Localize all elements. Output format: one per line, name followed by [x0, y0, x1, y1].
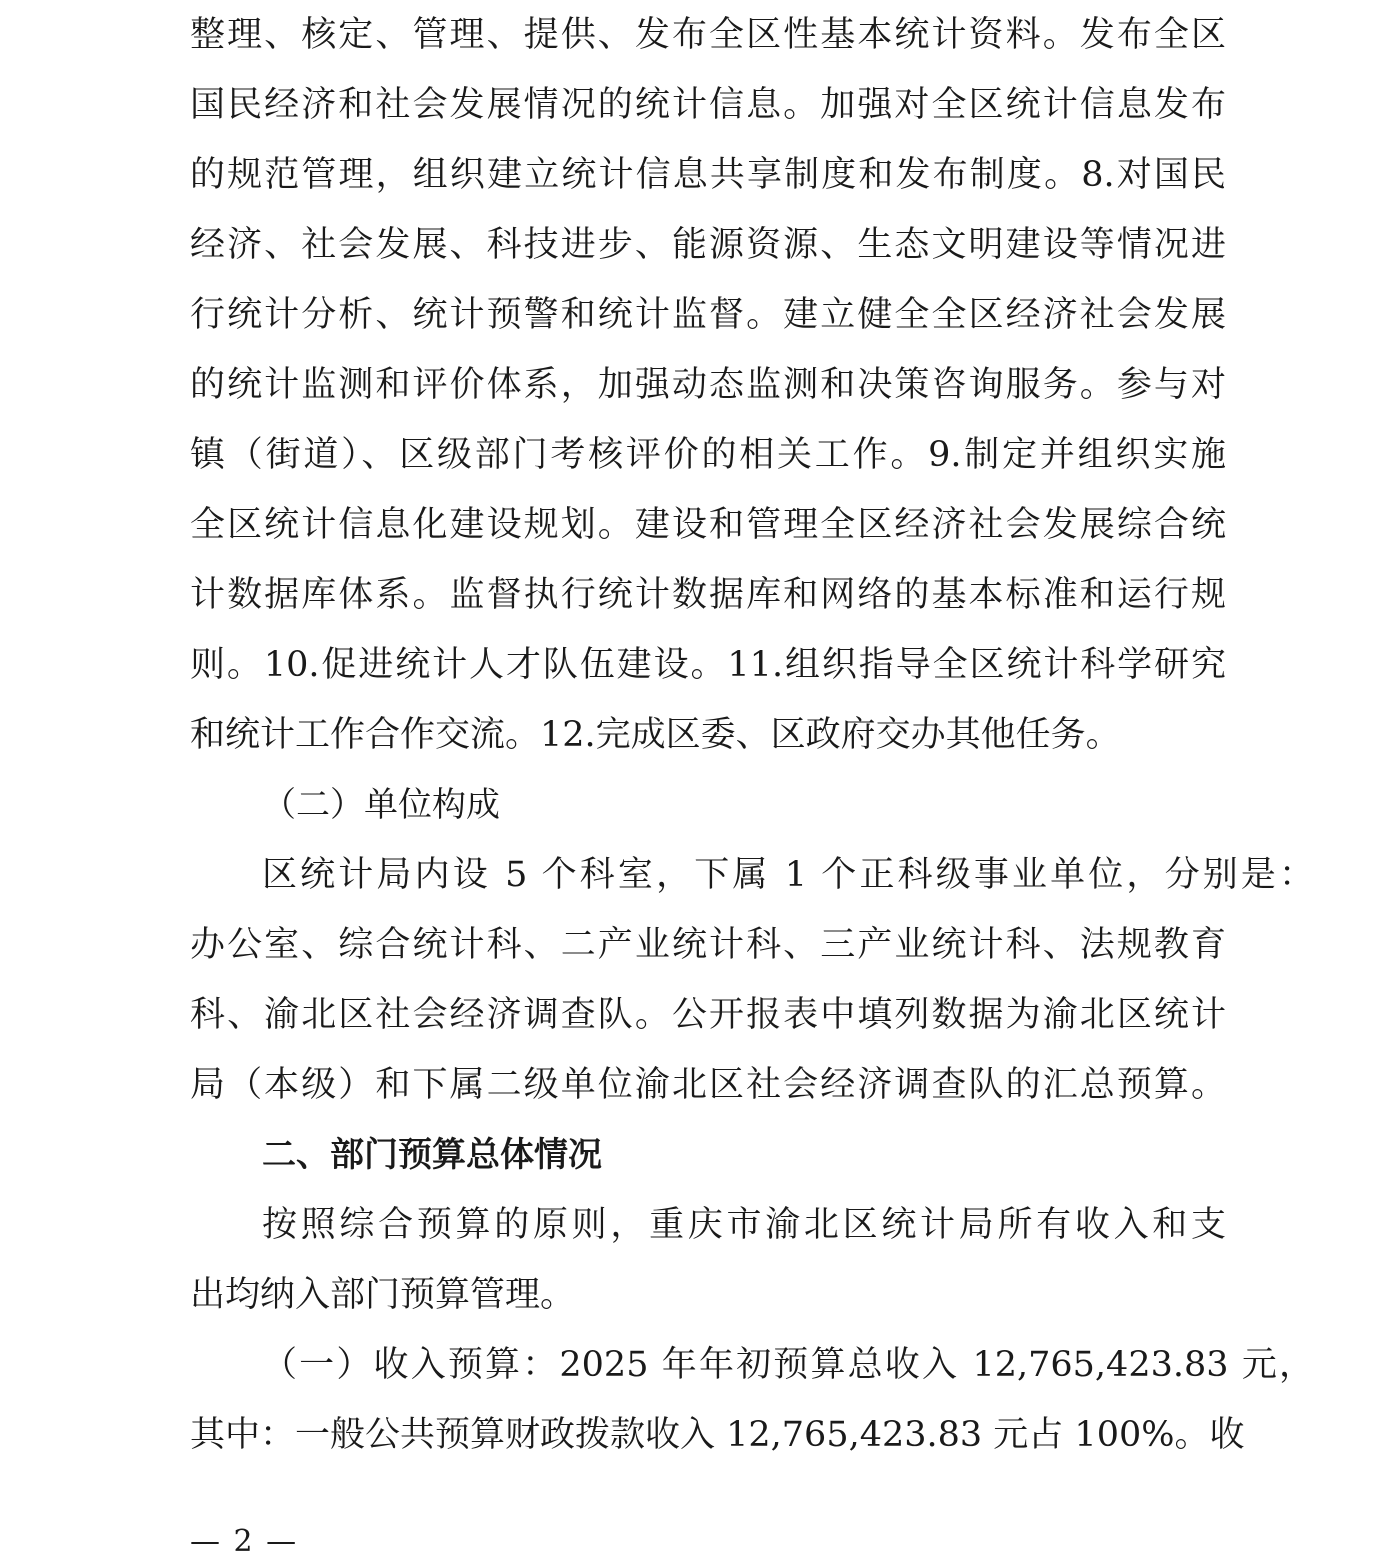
text-line: 和统计工作合作交流。12.完成区委、区政府交办其他任务。 — [190, 715, 1121, 755]
text-line: 经济、社会发展、科技进步、能源资源、生态文明建设等情况进 — [190, 225, 1226, 265]
text-line: 计数据库体系。监督执行统计数据库和网络的基本标准和运行规 — [190, 575, 1226, 615]
text-line: 镇（街道）、区级部门考核评价的相关工作。9.制定并组织实施 — [190, 435, 1226, 475]
text-line: 科、渝北区社会经济调查队。公开报表中填列数据为渝北区统计 — [190, 995, 1226, 1035]
text-line: （一）收入预算：2025 年年初预算总收入 12,765,423.83 元， — [262, 1345, 1314, 1385]
text-line: 局（本级）和下属二级单位渝北区社会经济调查队的汇总预算。 — [190, 1065, 1226, 1105]
text-line: 国民经济和社会发展情况的统计信息。加强对全区统计信息发布 — [190, 85, 1226, 125]
text-line: 则。10.促进统计人才队伍建设。11.组织指导全区统计科学研究 — [190, 645, 1226, 685]
text-line: 其中：一般公共预算财政拨款收入 12,765,423.83 元占 100%。收 — [190, 1415, 1245, 1455]
section-subheading: （二）单位构成 — [262, 785, 500, 825]
text-line: 区统计局内设 5 个科室，下属 1 个正科级事业单位，分别是： — [262, 855, 1314, 895]
body-text — [190, 0, 1314, 1470]
text-line: 办公室、综合统计科、二产业统计科、三产业统计科、法规教育 — [190, 925, 1226, 965]
text-line: 行统计分析、统计预警和统计监督。建立健全全区经济社会发展 — [190, 295, 1226, 335]
text-line: 出均纳入部门预算管理。 — [190, 1275, 576, 1315]
section-heading: 二、部门预算总体情况 — [262, 1135, 602, 1175]
text-line: 整理、核定、管理、提供、发布全区性基本统计资料。发布全区 — [190, 15, 1226, 55]
text-line: 全区统计信息化建设规划。建设和管理全区经济社会发展综合统 — [190, 505, 1226, 545]
text-line: 按照综合预算的原则，重庆市渝北区统计局所有收入和支 — [262, 1205, 1226, 1245]
page-number: — 2 — — [190, 1524, 299, 1559]
text-line: 的规范管理，组织建立统计信息共享制度和发布制度。8.对国民 — [190, 155, 1226, 195]
text-line: 的统计监测和评价体系，加强动态监测和决策咨询服务。参与对 — [190, 365, 1226, 405]
